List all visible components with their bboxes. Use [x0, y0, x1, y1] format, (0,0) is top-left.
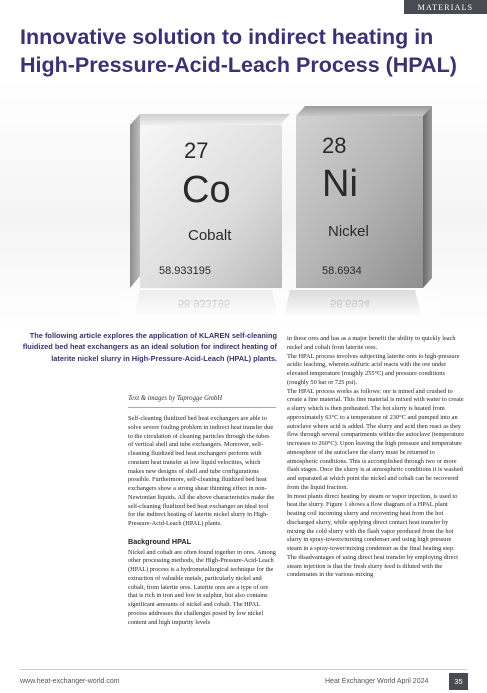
nickel-atomic-number: 28 [322, 133, 347, 158]
section-tag: MATERIALS [404, 0, 487, 14]
nickel-cube [296, 106, 432, 288]
right-paragraph-4: In most plants direct heating by steam or vapor injection, is used to heat the slurry. Figure 1 shows a flow diagram of a HPAL plant heating coil incoming slurry and recovering heat from the hot discharged slurry, while applying direct contact heat transfer by mixing the cold slurry with the flash vapor produced from the hot slurry in spray-towers/mixing condenser and using high pressure steam in a spray-tower/mixing condenser as the final heating step. [287, 492, 458, 552]
intro-paragraph: Self-cleaning fluidized bed heat exchangers are able to solve severe fouling problem in indirect heat transfer due to the circulation of cleaning particles through the tubes of vertical shell and tube exchangers. Moreover, self-cleaning fluidized bed heat exchangers perform with constant heat transfer at low liquid velocities, which makes new designs of shell and tube configurations possible. Furthermore, self-cleaning fluidized bed heat exchangers show a strong shear thinning effect in non-Newtonian liquids. All the above characteristics make the self-cleaning fluidized bed heat exchanger an ideal tool for the indirect heating of laterite nickel slurry in High-Pressure-Acid-Leach (HPAL) plants. [128, 415, 275, 527]
cobalt-cube [130, 114, 290, 288]
cobalt-symbol: Co [182, 169, 231, 211]
footer-url: www.heat-exchanger-world.com [20, 678, 120, 685]
right-paragraph-5: The disadvantages of using direct heat transfer by employing direct steam injection is that the fresh slurry feed is diluted with the condensates in the various mixing [287, 553, 459, 579]
background-paragraph: Nickel and cobalt are often found together in ores. Among other processing methods, the High-Pressure-Acid-Leach (HPAL) process is a hydrometallurgical technique for the extraction of valuable metals, particularly nickel and cobalt, from laterite ores. Laterite ores are a type of ore that is rich in iron and low in sulphur, but also contains significant amounts of nickel and cobalt. The HPAL process addresses the challenges posed by low nickel content and high impurity levels [128, 548, 276, 626]
cobalt-atomic-mass: 58.933195 [159, 265, 211, 277]
nickel-symbol: Ni [322, 163, 358, 205]
footer-magazine: Heat Exchanger World April 2024 [325, 678, 429, 685]
footer-divider [20, 669, 467, 670]
right-paragraph-2: The HPAL process involves subjecting laterite ores to high-pressure acidic leaching, wherein sulfuric acid reacts with the ore under elevated temperature (roughly 255°C) and pressure conditions (roughly 50 bar or 725 psi). [287, 352, 460, 386]
hero-image [0, 78, 487, 333]
right-paragraph-1: in these ores and has as a major benefit the ability to quickly leach nickel and cobalt from laterite ores. [287, 335, 456, 351]
article-headline: Innovative solution to indirect heating in High-Pressure-Acid-Leach Process (HPAL) [20, 25, 457, 77]
left-column [128, 415, 276, 627]
right-paragraph-3: The HPAL process works as follows: ore is mined and crushed to create a fine material. This fine material is mixed with water to create a slurry which is then preheated. The hot slurry is heated from approximately 63°C to a temperature of 230°C and pumped into an autoclave where acid is added. The slurry and acid then react as they flow through several compartments within the autoclave (temperature increases to 260°C). Upon leaving the high pressure and temperature atmosphere of the autoclave the slurry must be returned to atmospheric conditions. This is accomplished through two or more flash stages. Once the slurry is at atmospheric conditions it is washed and separated at which point the nickel and cobalt can be recovered from the liquid fraction. [287, 387, 465, 491]
cobalt-atomic-number: 27 [184, 138, 209, 163]
subhead-background-hpal: Background HPAL [128, 536, 191, 546]
right-column [287, 335, 465, 580]
byline: Text & images by Taprogge GmbH [128, 395, 223, 402]
byline-divider [128, 407, 276, 408]
page-number: 35 [449, 673, 468, 690]
nickel-name: Nickel [328, 223, 369, 240]
article-lede: The following article explores the application of KLAREN self-cleaning fluidized bed heat exchangers as an ideal solution for indirect heating of laterite nickel slurry in High-Pressure-Acid-Leach (HPAL) plants. [22, 331, 277, 363]
nickel-atomic-mass: 58.6934 [322, 265, 362, 277]
cobalt-name: Cobalt [188, 227, 232, 244]
